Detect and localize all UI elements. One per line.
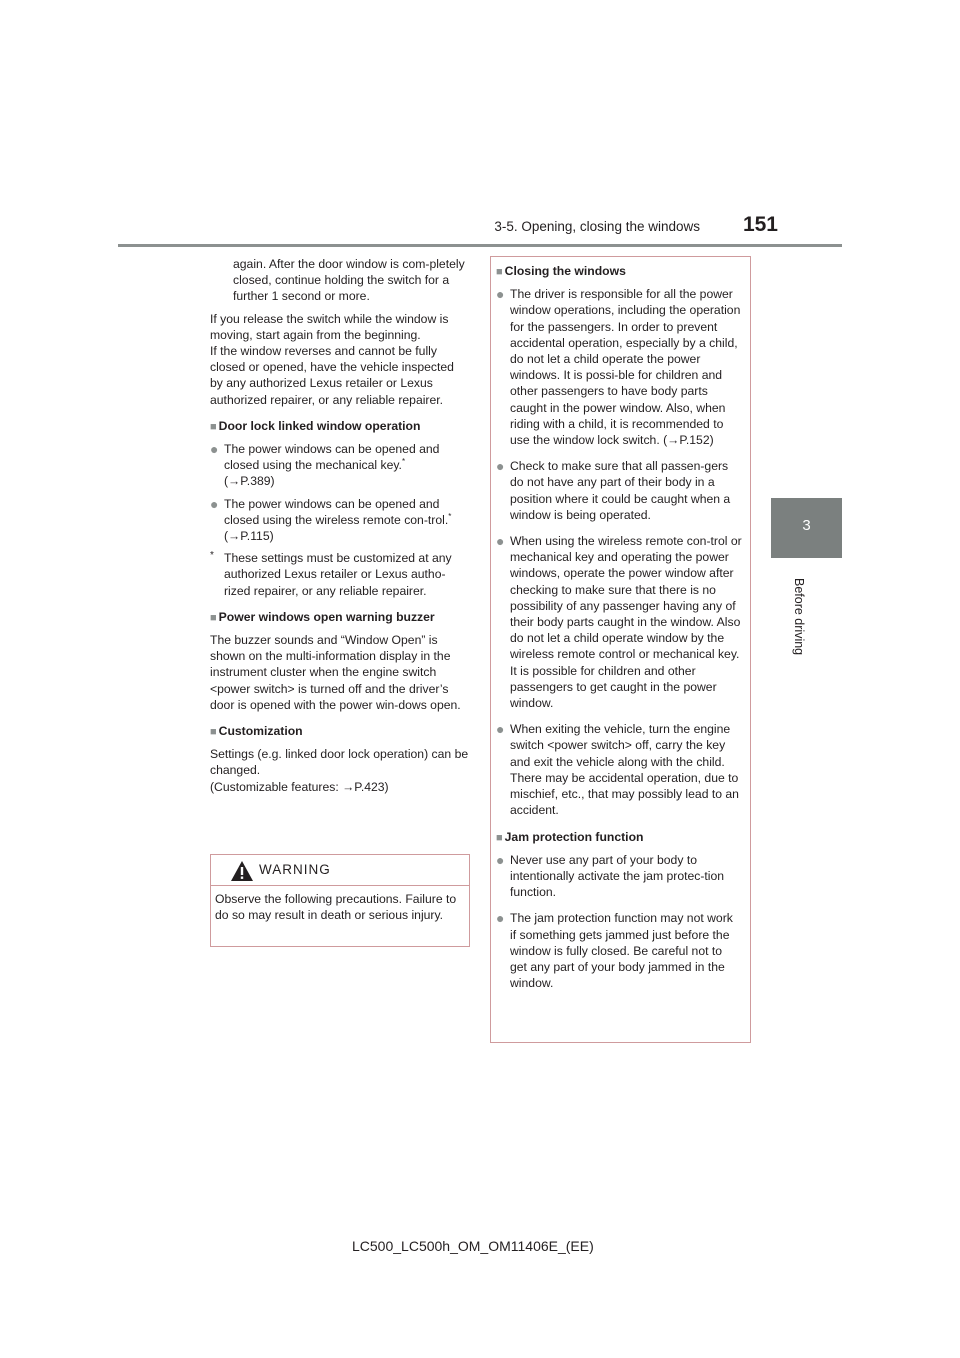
closing-heading: ■ Closing the windows <box>496 264 626 278</box>
paragraph-window-reverses: If the window reverses and cannot be fully closed or opened, have the vehicle inspected by any authorized Lexus retailer or Lexus authorized repairer, or any reliable repairer. <box>210 344 454 407</box>
header-divider <box>118 244 842 247</box>
closing-bullet-1: ● The driver is responsible for all the power window operations, including the operation for the passengers. In order to prevent accidental operation, especially by a child, do not let a child operate the power windows. It is possi-ble for children and other passengers to have body parts caught in the power window. Also, when riding with a child, it is recommended to use the window lock switch. (→P.152) <box>496 286 741 448</box>
square-bullet-icon: ■ <box>496 831 503 844</box>
page-number: 151 <box>742 213 778 236</box>
square-bullet-icon: ■ <box>210 611 217 624</box>
paragraph-release-switch: If you release the switch while the window is moving, start again from the beginning. <box>210 311 449 342</box>
intro-continuation: again. After the door window is com-pletely closed, continue holding the switch for a further 1 second or more. <box>233 257 465 304</box>
round-bullet-icon: ● <box>496 721 505 738</box>
round-bullet-icon: ● <box>496 851 505 868</box>
square-bullet-icon: ■ <box>496 266 503 278</box>
closing-bullet-2: ● Check to make sure that all passen-gers do not have any part of their body in a position where it could be caught when a window is being operated. <box>496 458 731 522</box>
section-title: 3-5. Opening, closing the windows <box>494 219 700 234</box>
round-bullet-icon: ● <box>496 533 505 550</box>
asterisk-note: * These settings must be customized at any authorized Lexus retailer or Lexus autho-rized repairer, or any reliable repairer. <box>210 550 452 598</box>
left-column <box>210 256 470 795</box>
buzzer-heading: ■ Power windows open warning buzzer <box>210 609 435 624</box>
warning-title: WARNING <box>259 862 331 877</box>
door-lock-bullet-1: ● The power windows can be opened and closed using the mechanical key.* (→P.389) <box>210 441 440 489</box>
asterisk-mark: * <box>210 550 214 562</box>
door-lock-heading: ■ Door lock linked window operation <box>210 418 421 433</box>
chapter-tab: 3 <box>771 498 842 558</box>
customization-paragraph: Settings (e.g. linked door lock operation) can be changed. <box>210 747 469 778</box>
customization-heading: ■ Customization <box>210 724 303 739</box>
jam-heading: ■ Jam protection function <box>496 829 644 844</box>
round-bullet-icon: ● <box>496 910 505 927</box>
page-ref-389: (→P.389) <box>224 474 275 489</box>
document-code: LC500_LC500h_OM_OM11406E_(EE) <box>352 1238 594 1254</box>
warning-box <box>210 854 470 947</box>
warning-triangle-icon <box>230 860 254 882</box>
jam-bullet-2: ● The jam protection function may not work if something gets jammed just before the window is fully closed. Be careful not to get any part of your body jammed in the window. <box>496 910 733 991</box>
warning-header <box>211 855 469 886</box>
warning-details-content <box>496 263 742 991</box>
square-bullet-icon: ■ <box>210 726 217 739</box>
buzzer-paragraph: The buzzer sounds and “Window Open” is shown on the multi-information display in the instrument cluster when the engine switch <power switch> is turned off and the driver’s door is opened with the power win-dows open. <box>210 633 461 712</box>
round-bullet-icon: ● <box>496 286 505 303</box>
closing-bullet-4: ● When exiting the vehicle, turn the engine switch <power switch> off, carry the key and exit the vehicle along with the child. There may be accidental operation, due to mischief, etc., that may possibly lead to an accident. <box>496 721 739 818</box>
round-bullet-icon: ● <box>210 495 219 512</box>
warning-body: Observe the following precautions. Failure to do so may result in death or serious injury. <box>215 892 457 923</box>
chapter-label: Before driving <box>792 578 806 656</box>
page-ref-115: (→P.115) <box>224 529 274 544</box>
closing-bullet-3: ● When using the wireless remote con-trol or mechanical key and operating the power windows, operate the power window after checking to make sure that there is no possibility of any passenger having any of their body parts caught in the window. Also do not let a child operate window by the wireless remote control or mechanical key. It is possible for children and other passengers to get caught in the power window. <box>496 533 742 711</box>
jam-bullet-1: ● Never use any part of your body to intentionally activate the jam protec-tion function. <box>496 851 725 900</box>
warning-details-box <box>490 256 751 1043</box>
round-bullet-icon: ● <box>210 441 219 458</box>
square-bullet-icon: ■ <box>210 420 217 433</box>
door-lock-bullet-2: ● The power windows can be opened and closed using the wireless remote con-trol.* (→P.115) <box>210 495 452 544</box>
customization-ref: (Customizable features: →P.423) <box>210 779 389 794</box>
round-bullet-icon: ● <box>496 458 505 475</box>
